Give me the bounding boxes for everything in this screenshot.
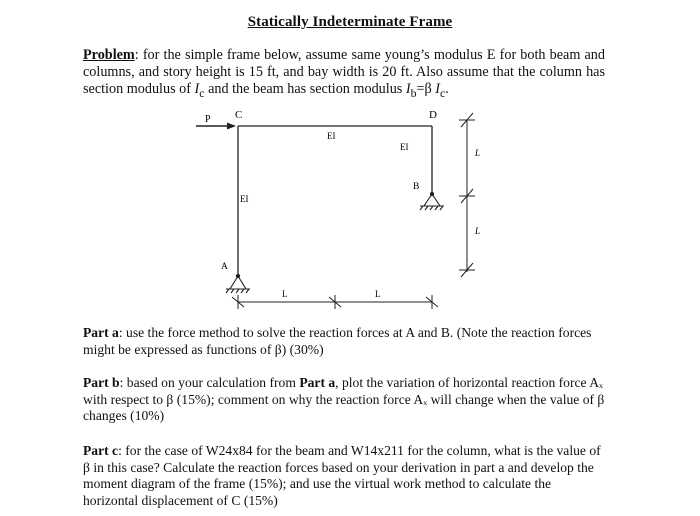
part-c-label: Part c — [83, 443, 119, 458]
left-column-label-ei: EI — [240, 194, 249, 204]
dim-label-bottom-right: L — [375, 289, 381, 299]
part-c-paragraph — [83, 443, 605, 509]
ic-symbol: I — [194, 81, 200, 97]
node-label-b: B — [413, 182, 420, 192]
part-b-text-1: : based on your calculation from — [119, 375, 300, 390]
ic-subscript: c — [199, 85, 205, 100]
right-column-label-ei: EI — [400, 142, 409, 152]
ib-subscript: b — [410, 85, 417, 100]
part-b-label: Part b — [83, 375, 120, 390]
load-label-p: P — [205, 114, 211, 125]
ic2-symbol: I — [435, 81, 441, 97]
part-a-paragraph — [83, 325, 605, 358]
part-b-ref: Part a — [299, 375, 336, 390]
dim-label-bottom-left: L — [282, 289, 288, 299]
problem-text-2: and the beam has section modulus — [204, 81, 406, 97]
beam-label-ei: EI — [327, 131, 336, 141]
dim-label-lower: L — [475, 226, 481, 236]
ib-symbol: I — [405, 81, 411, 97]
problem-text-3: =β — [416, 81, 436, 97]
document-title: Statically Indeterminate Frame — [247, 14, 453, 30]
dim-label-upper: L — [475, 148, 481, 158]
pin-support-b — [420, 192, 444, 210]
node-label-c: C — [235, 109, 243, 121]
part-b-paragraph — [83, 375, 605, 425]
node-label-a: A — [221, 262, 228, 272]
load-arrow-head — [227, 123, 236, 130]
problem-lead: Problem — [83, 47, 135, 63]
vertical-dimension — [459, 113, 475, 277]
part-a-label: Part a — [83, 325, 119, 340]
horizontal-dimension — [232, 295, 438, 309]
part-b-text-2: , plot the variation of horizontal reaction force Aₓ with respect to β (15%); comment on why the reaction force Aₓ will change when the value of β changes (10%) — [83, 375, 605, 423]
part-c-text: : for the case of W24x84 for the beam and W14x211 for the column, what is the value of β in this case? Calculate the reaction forces based on your derivation in part a and develop the moment diagram of the frame (15%); and use the virtual work method to calculate the horizontal displacement of C (15%) — [83, 443, 601, 508]
problem-text-1: : for the simple frame below, assume same young’s modulus E for both beam and columns, and story height is 15 ft, and bay width is 20 ft. Also assume that the column has section modulus of — [83, 47, 605, 97]
problem-text-4: . — [445, 81, 449, 97]
node-label-d: D — [429, 109, 437, 121]
ic2-subscript: c — [440, 85, 446, 100]
part-a-text: : use the force method to solve the reaction forces at A and B. (Note the reaction forces might be expressed as functions of β) (30%) — [83, 325, 592, 357]
pin-support-a — [226, 274, 250, 293]
